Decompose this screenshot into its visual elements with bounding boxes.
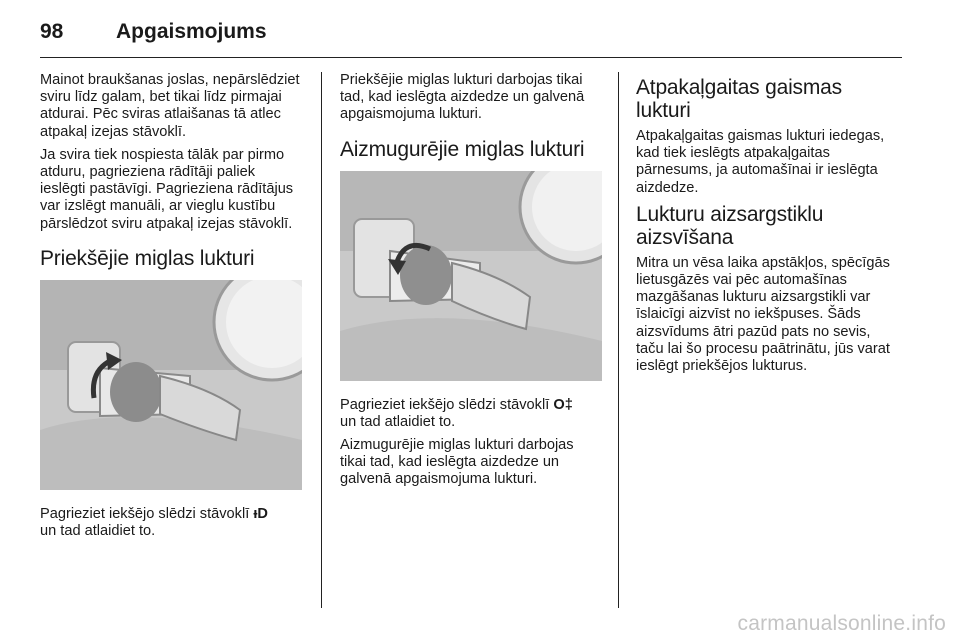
heading-lens-fogging: Lukturu aizsargstiklu aizsvīšana	[636, 202, 824, 249]
caption-front-fog-end: un tad atlaidiet to.	[40, 523, 156, 540]
heading-front-fog-lights: Priekšējie miglas lukturi	[40, 246, 255, 270]
paragraph-lane-change: Mainot braukšanas joslas, nepārslēdziet sviru līdz galam, bet tikai līdz pirmajai atdurai. Pēc sviras atlaišanas tā atlec atpakaļ izejas stāvoklī.	[40, 72, 300, 140]
caption-rear-fog	[340, 397, 602, 431]
paragraph-front-fog-operation: Priekšējie miglas lukturi darbojas tikai tad, kad ieslēgta aizdedze un galvenā apgaismojuma lukturi.	[340, 72, 585, 123]
front-fog-symbol-icon: ᵻD	[253, 505, 268, 522]
front-fog-switch-image	[40, 280, 302, 490]
column-3	[636, 72, 898, 381]
heading-rear-fog-lights: Aizmugurējie miglas lukturi	[340, 137, 585, 161]
caption-front-fog-text: Pagrieziet iekšējo slēdzi stāvoklī	[40, 505, 250, 522]
rear-fog-symbol-icon: O‡	[553, 396, 573, 413]
paragraph-lens-fogging: Mitra un vēsa laika apstākļos, spēcīgās lietusgāzēs vai pēc automašīnas mazgāšanas lukturu aizsargstikli var īslaicīgi aizvīst no iekšpuses. Šāds aizsvīdums ātri pazūd pats no sevis, taču lai šo procesu paātrinātu, jūs varat ieslēgt priekšējos lukturus.	[636, 254, 890, 375]
page-title: Apgaismojums	[116, 20, 267, 43]
page-number: 98	[40, 20, 64, 43]
paragraph-indicator: Ja svira tiek nospiesta tālāk par pirmo atduru, pagrieziena rādītāji paliek ieslēgti pastāvīgi. Pagrieziena rādītājus var izslēgt manuāli, ar vieglu kustību pārslēdzot sviru atpakaļ izejas stāvoklī.	[40, 146, 294, 232]
watermark: carmanualsonline.info	[737, 612, 946, 635]
paragraph-reversing-lights: Atpakaļgaitas gaismas lukturi iedegas, kad tiek ieslēgts atpakaļgaitas pārnesums, ja automašīnai ir ieslēgta aizdedze.	[636, 128, 885, 196]
column-2	[340, 72, 602, 495]
front-fog-switch-illustration	[40, 280, 302, 490]
header-divider	[40, 57, 902, 58]
column-divider-1	[321, 72, 322, 608]
paragraph-rear-fog-operation: Aizmugurējie miglas lukturi darbojas tikai tad, kad ieslēgta aizdedze un galvenā apgaismojuma lukturi.	[340, 437, 574, 488]
rear-fog-switch-image	[340, 171, 602, 381]
caption-rear-fog-text: Pagrieziet iekšējo slēdzi stāvoklī	[340, 396, 550, 413]
column-1	[40, 72, 302, 546]
page-header	[40, 14, 900, 54]
caption-rear-fog-end: un tad atlaidiet to.	[340, 413, 456, 430]
rear-fog-switch-illustration	[340, 171, 602, 381]
heading-reversing-lights: Atpakaļgaitas gaismas lukturi	[636, 76, 842, 122]
column-divider-2	[618, 72, 619, 608]
caption-front-fog	[40, 506, 302, 540]
